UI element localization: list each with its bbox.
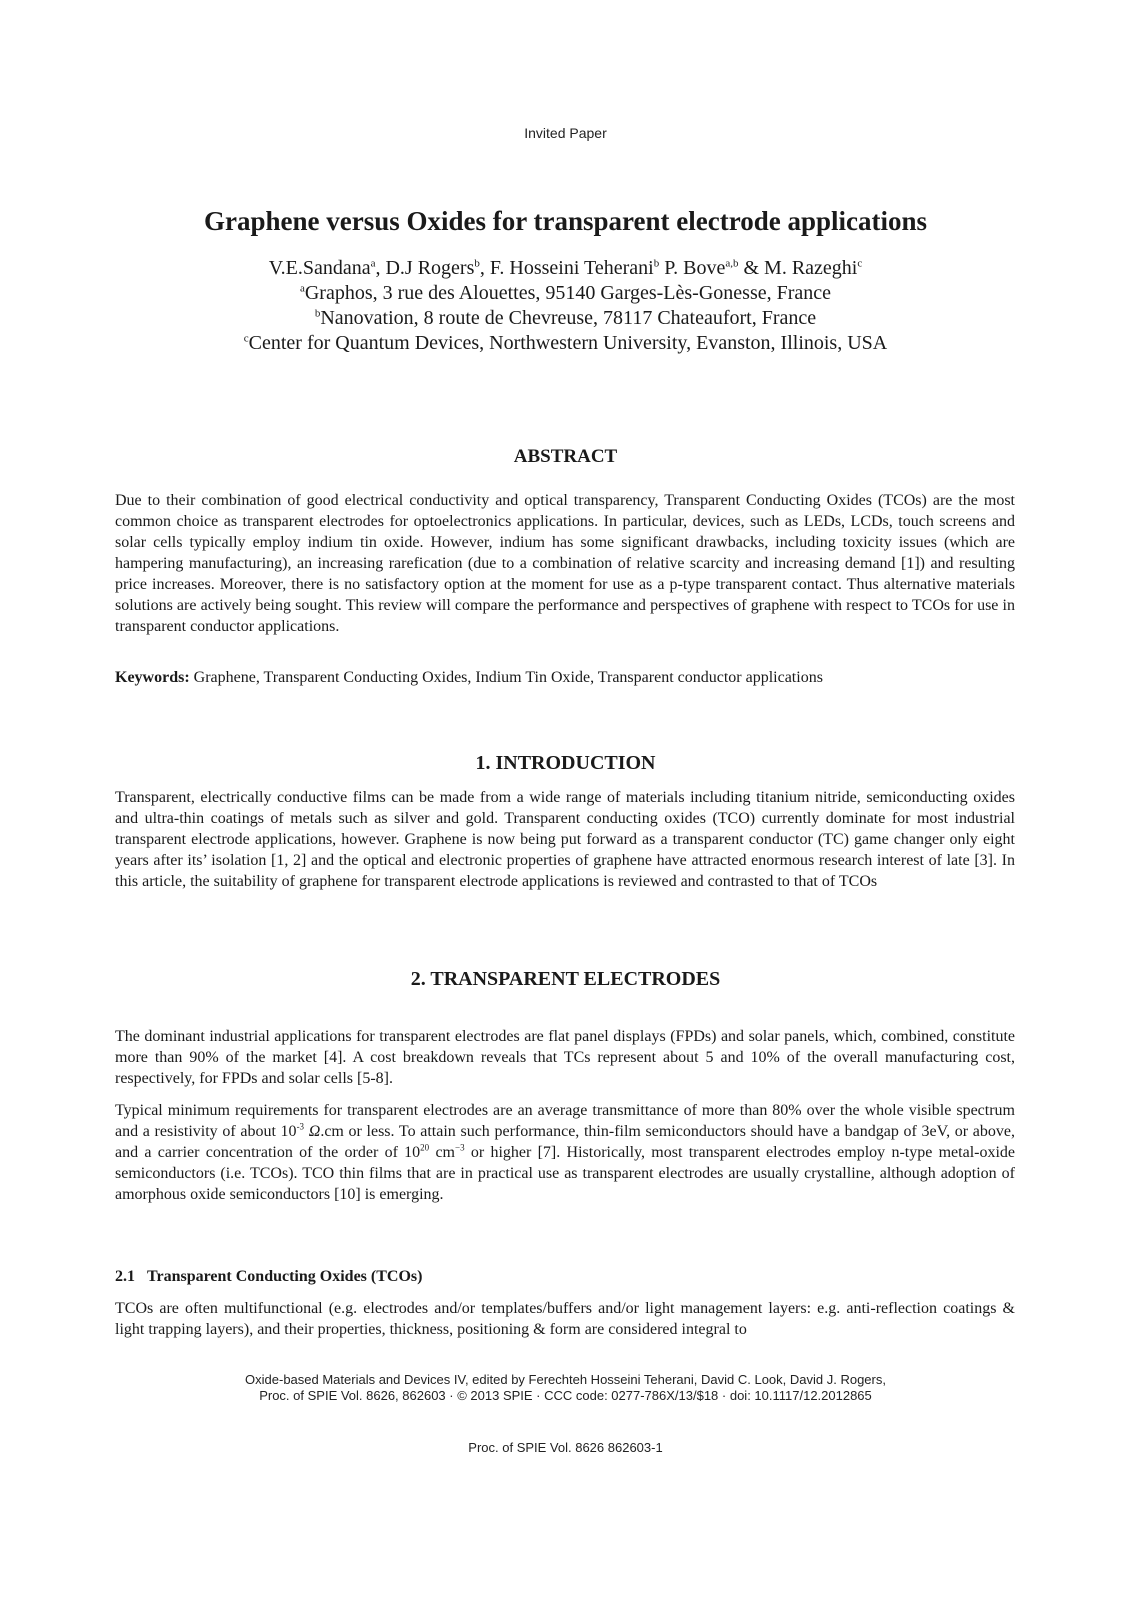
footer-citation	[0, 1372, 1131, 1404]
affiliation: $^c$Center for Quantum Devices, Northwestern University, Evanston, Illinois, USA	[243, 332, 888, 354]
keywords-label: Keywords:	[115, 669, 190, 686]
introduction-heading: 1. INTRODUCTION	[475, 752, 656, 774]
abstract-heading: ABSTRACT	[513, 446, 618, 467]
affiliation: $^a$Graphos, 3 rue des Alouettes, 95140 Garges-Lès-Gonesse, France	[299, 282, 832, 304]
citation-line: Proc. of SPIE Vol. 8626, 862603 · © 2013 SPIE · CCC code: 0277-786X/13/$18 · doi: 10.1117/12.2012865	[259, 1388, 872, 1403]
author: D.J Rogers$^b$,	[385, 257, 490, 279]
transparent-electrodes-paragraph-1: The dominant industrial applications for transparent electrodes are flat panel displays (FPDs) and solar panels, which, combined, constitute more than 90% of the market [4]. A cost breakdown reveals that TCs represent about 5 and 10% of the overall manufacturing cost, respectively, for FPDs and solar cells [5-8].	[115, 1028, 1015, 1087]
subsection-title: Transparent Conducting Oxides (TCOs)	[147, 1268, 423, 1285]
keywords	[115, 667, 1015, 688]
authors-block	[0, 256, 1131, 356]
author: V.E.Sandana$^a$,	[268, 257, 386, 279]
citation-line: Oxide-based Materials and Devices IV, edited by Ferechteh Hosseini Teherani, David C. Look, David J. Rogers,	[245, 1372, 886, 1387]
invited-paper-label: Invited Paper	[524, 125, 607, 141]
abstract-text: Due to their combination of good electrical conductivity and optical transparency, Transparent Conducting Oxides (TCOs) are the most common choice as transparent electrodes for optoelectronics applications. In particular, devices, such as LEDs, LCDs, touch screens and solar cells typically employ indium tin oxide. However, indium has some significant drawbacks, including toxicity issues (which are hampering manufacturing), an increasing rarefication (due to a combination of relative scarcity and increasing demand [1]) and resulting price increases. Moreover, there is no satisfactory option at the moment for use as a p-type transparent contact. Thus alternative materials solutions are actively being sought. This review will compare the performance and perspectives of graphene with respect to TCOs for use in transparent conductor applications.	[115, 492, 1015, 635]
subsection-number: 2.1	[115, 1268, 135, 1285]
author: F. Hosseini Teherani$^b$	[489, 257, 660, 279]
paper-title: Graphene versus Oxides for transparent electrode applications	[204, 206, 927, 236]
author: M. Razeghi$^c$	[764, 257, 863, 279]
introduction-text: Transparent, electrically conductive films can be made from a wide range of materials including titanium nitride, semiconducting oxides and ultra-thin coatings of metals such as silver and gold. Transparent conducting oxides (TCO) currently dominate for most industrial transparent electrode applications, however. Graphene is now being put forward as a transparent conductor (TC) game changer only eight years after its’ isolation [1, 2] and the optical and electronic properties of graphene have attracted enormous research interest of late [3]. In this article, the suitability of graphene for transparent electrode applications is reviewed and contrasted to that of TCOs	[115, 789, 1015, 890]
page-number: Proc. of SPIE Vol. 8626 862603-1	[468, 1440, 663, 1455]
transparent-electrodes-heading: 2. TRANSPARENT ELECTRODES	[410, 968, 721, 990]
author-list	[0, 256, 1131, 281]
affiliation: $^b$Nanovation, 8 route de Chevreuse, 78117 Chateaufort, France	[314, 307, 817, 329]
author: P. Bove$^{a,b}$ &	[664, 257, 765, 279]
tco-subsection-heading	[115, 1268, 422, 1286]
transparent-electrodes-paragraph-2: Typical minimum requirements for transparent electrodes are an average transmittance of more than 80% over the whole visible spectrum and a resistivity of about $10^{-3}$ Ω.cm or less. To attain such performance, thin-film semiconductors should have a bandgap of 3eV, or above, and a carrier concentration of the order of $10^{20}$ $cm^{-3}$ or higher [7]. Historically, most transparent electrodes employ n-type metal-oxide semiconductors (i.e. TCOs). TCO thin films that are in practical use as transparent electrodes are usually crystalline, although adoption of amorphous oxide semiconductors [10] is emerging.	[115, 1102, 1016, 1203]
tco-subsection-text: TCOs are often multifunctional (e.g. electrodes and/or templates/buffers and/or light management layers: e.g. anti-reflection coatings & light trapping layers), and their properties, thickness, positioning & form are considered integral to	[115, 1300, 1015, 1338]
keywords-text: Graphene, Transparent Conducting Oxides, Indium Tin Oxide, Transparent conductor applications	[189, 669, 823, 686]
